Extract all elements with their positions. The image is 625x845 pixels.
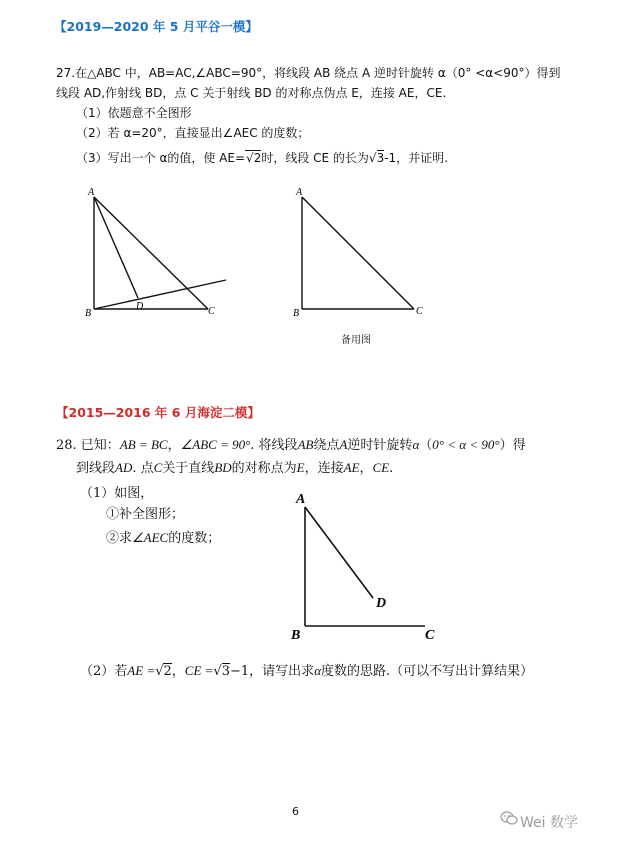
sqrt-expression: √3 bbox=[213, 664, 230, 679]
label-B: B bbox=[293, 308, 300, 319]
text: 度数的思路.（可以不写出计算结果） bbox=[321, 664, 534, 679]
problem1-figure bbox=[80, 185, 240, 320]
problem2-question2 bbox=[80, 660, 533, 679]
problem1-backup-figure bbox=[290, 185, 430, 320]
label-B: B bbox=[291, 628, 301, 643]
problem1-line1: 27.在△ABC 中，AB=AC,∠ABC=90°，将线段 AB 绕点 A 逆时针旋转 α（0° <α<90°）得到 bbox=[56, 66, 561, 80]
math: BD bbox=[214, 460, 232, 475]
sqrt-expression: √2 bbox=[246, 151, 262, 165]
segment-AC bbox=[302, 197, 414, 309]
label-C: C bbox=[425, 628, 435, 643]
segment-AC bbox=[94, 197, 208, 309]
text: −1 bbox=[230, 664, 250, 679]
text: ②求 bbox=[106, 531, 133, 546]
text: . 点 bbox=[132, 461, 154, 476]
text: ，连接 bbox=[304, 461, 344, 476]
math: AE bbox=[343, 460, 360, 475]
text: （2）若 bbox=[80, 664, 128, 679]
math: AB bbox=[297, 437, 314, 452]
problem2-header: 【2015—2016 年 6 月海淀二模】 bbox=[56, 405, 260, 420]
segment-AD bbox=[94, 197, 138, 298]
problem2-question1-part2 bbox=[106, 527, 220, 546]
math: AD bbox=[115, 460, 133, 475]
math: AB = BC bbox=[119, 437, 168, 452]
math: α bbox=[412, 437, 420, 452]
sqrt-radicand: 3 bbox=[376, 151, 385, 165]
text: 的对称点为 bbox=[231, 461, 297, 476]
text: . bbox=[389, 461, 394, 476]
text: 的度数； bbox=[168, 531, 221, 546]
text: （ bbox=[419, 438, 433, 453]
math: ∠ABC = 90° bbox=[180, 437, 251, 452]
problem2-line1 bbox=[56, 434, 526, 453]
text: 关于直线 bbox=[162, 461, 215, 476]
label-C: C bbox=[416, 306, 423, 317]
label-A: A bbox=[296, 492, 306, 507]
math: A bbox=[339, 437, 348, 452]
text: 到线段 bbox=[76, 461, 116, 476]
text: . 将线段 bbox=[250, 438, 298, 453]
label-A: A bbox=[88, 187, 95, 198]
watermark: Wei 数学 bbox=[520, 815, 578, 831]
sqrt-radicand: 3 bbox=[221, 664, 230, 679]
label-B: B bbox=[85, 308, 92, 319]
label-D: D bbox=[376, 596, 387, 611]
text: 28. 已知： bbox=[56, 438, 120, 453]
math: α bbox=[314, 663, 322, 678]
backup-figure-caption: 备用图 bbox=[341, 335, 371, 346]
math: 0° < α < 90° bbox=[432, 437, 500, 452]
text: 绕点 bbox=[313, 438, 340, 453]
q3-text-c: -1，并证明. bbox=[384, 151, 448, 165]
problem1-header: 【2019—2020 年 5 月平谷一模】 bbox=[54, 19, 258, 34]
label-D: D bbox=[136, 301, 144, 312]
text: ， bbox=[359, 461, 373, 476]
problem1-line2: 线段 AD,作射线 BD，点 C 关于射线 BD 的对称点伪点 E，连接 AE，CE. bbox=[56, 86, 447, 100]
math: C bbox=[153, 460, 163, 475]
text: 逆时针旋转 bbox=[347, 438, 413, 453]
problem1-question2: （2）若 α=20°，直接显出∠AEC 的度数； bbox=[76, 126, 310, 140]
problem1-question3 bbox=[76, 149, 448, 166]
segment-AD bbox=[305, 507, 373, 598]
wechat-icon bbox=[500, 810, 518, 826]
math: ∠AEC bbox=[132, 530, 169, 545]
sqrt-radicand: 2 bbox=[163, 664, 172, 679]
text: ，请写出求 bbox=[249, 664, 315, 679]
q3-text-a: （3）写出一个 α的值，使 AE= bbox=[76, 151, 246, 165]
problem1-question1: （1）依题意不全图形 bbox=[76, 106, 192, 120]
math: CE = bbox=[184, 663, 214, 678]
problem2-figure bbox=[285, 485, 455, 645]
text: ， bbox=[171, 664, 185, 679]
math: E bbox=[296, 460, 305, 475]
math: CE bbox=[372, 460, 390, 475]
sqrt-expression: √2 bbox=[155, 664, 172, 679]
math: AE = bbox=[127, 663, 156, 678]
problem2-question1: （1）如图， bbox=[80, 486, 154, 501]
q3-text-b: 时，线段 CE 的长为 bbox=[261, 151, 369, 165]
sqrt-radicand: 2 bbox=[253, 151, 262, 165]
problem2-line2 bbox=[76, 457, 393, 476]
ray-BD bbox=[94, 280, 226, 309]
page-number: 6 bbox=[292, 805, 299, 818]
problem2-question1-part1: ①补全图形； bbox=[106, 507, 185, 522]
text: ， bbox=[167, 438, 181, 453]
text: ）得 bbox=[499, 438, 526, 453]
sqrt-expression: √3 bbox=[368, 151, 385, 165]
label-A: A bbox=[296, 187, 303, 198]
label-C: C bbox=[208, 306, 215, 317]
